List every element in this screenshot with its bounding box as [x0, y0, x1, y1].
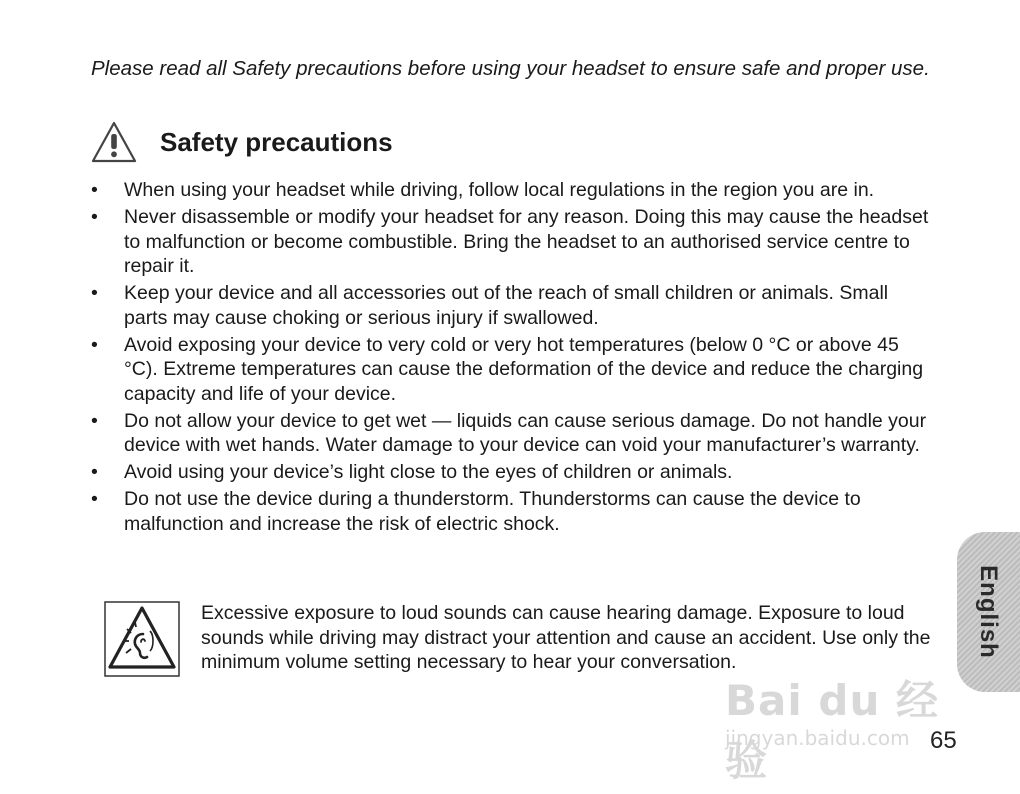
bullet-marker: • — [91, 282, 98, 304]
bullet-marker: • — [91, 179, 98, 201]
list-item — [91, 487, 936, 536]
bullet-marker: • — [91, 409, 98, 432]
bullet-marker: • — [91, 488, 98, 510]
list-item — [91, 205, 936, 279]
list-item-text: Never disassemble or modify your headset for any reason. Doing this may cause the headset to malfunction or become combustible. Bring the headset to an authorised service centre to repair it. — [124, 206, 929, 277]
bullet-marker: • — [91, 333, 98, 356]
list-item-text: When using your headset while driving, follow local regulations in the region you are in. — [124, 179, 875, 201]
language-tab-label: English — [975, 565, 1002, 659]
list-item-text: Avoid using your device’s light close to the eyes of children or animals. — [124, 461, 733, 483]
page-number: 65 — [930, 727, 957, 754]
watermark-url: jingyan.baidu.com — [725, 726, 910, 750]
list-item — [91, 460, 936, 485]
list-item — [91, 409, 936, 458]
section-heading — [90, 120, 393, 164]
list-item — [91, 281, 936, 330]
watermark — [725, 668, 965, 785]
list-item-text: Do not allow your device to get wet — liquids can cause serious damage. Do not handle your device with wet hands. Water damage to your device can void your manufacturer’s warranty. — [124, 409, 927, 456]
list-item — [91, 178, 936, 203]
list-item — [91, 333, 936, 407]
precautions-list — [91, 178, 936, 539]
list-item-text: Avoid exposing your device to very cold or very hot temperatures (below 0 °C or above 45 °C). Extreme temperatures can cause the deformation of the device and reduce the charging capacity and life of your device. — [124, 333, 924, 405]
caution-triangle-icon — [90, 120, 138, 164]
hearing-damage-warning-icon — [104, 601, 180, 682]
intro-text: Please read all Safety precautions before using your headset to ensure safe and proper use. — [91, 57, 930, 80]
warning-text: Excessive exposure to loud sounds can cause hearing damage. Exposure to loud sounds while driving may distract your attention and cause an accident. Use only the minimum volume setting necessary to hear your conversation. — [201, 602, 931, 673]
bullet-marker: • — [91, 461, 98, 483]
section-title: Safety precautions — [160, 127, 393, 157]
hearing-warning — [104, 601, 180, 682]
list-item-text: Do not use the device during a thunderstorm. Thunderstorms can cause the device to malfunction and increase the risk of electric shock. — [124, 488, 861, 535]
watermark-logo: Bai du 经验 — [725, 676, 939, 785]
bullet-marker: • — [91, 206, 98, 228]
list-item-text: Keep your device and all accessories out of the reach of small children or animals. Small parts may cause choking or serious injury if swallowed. — [124, 282, 889, 329]
